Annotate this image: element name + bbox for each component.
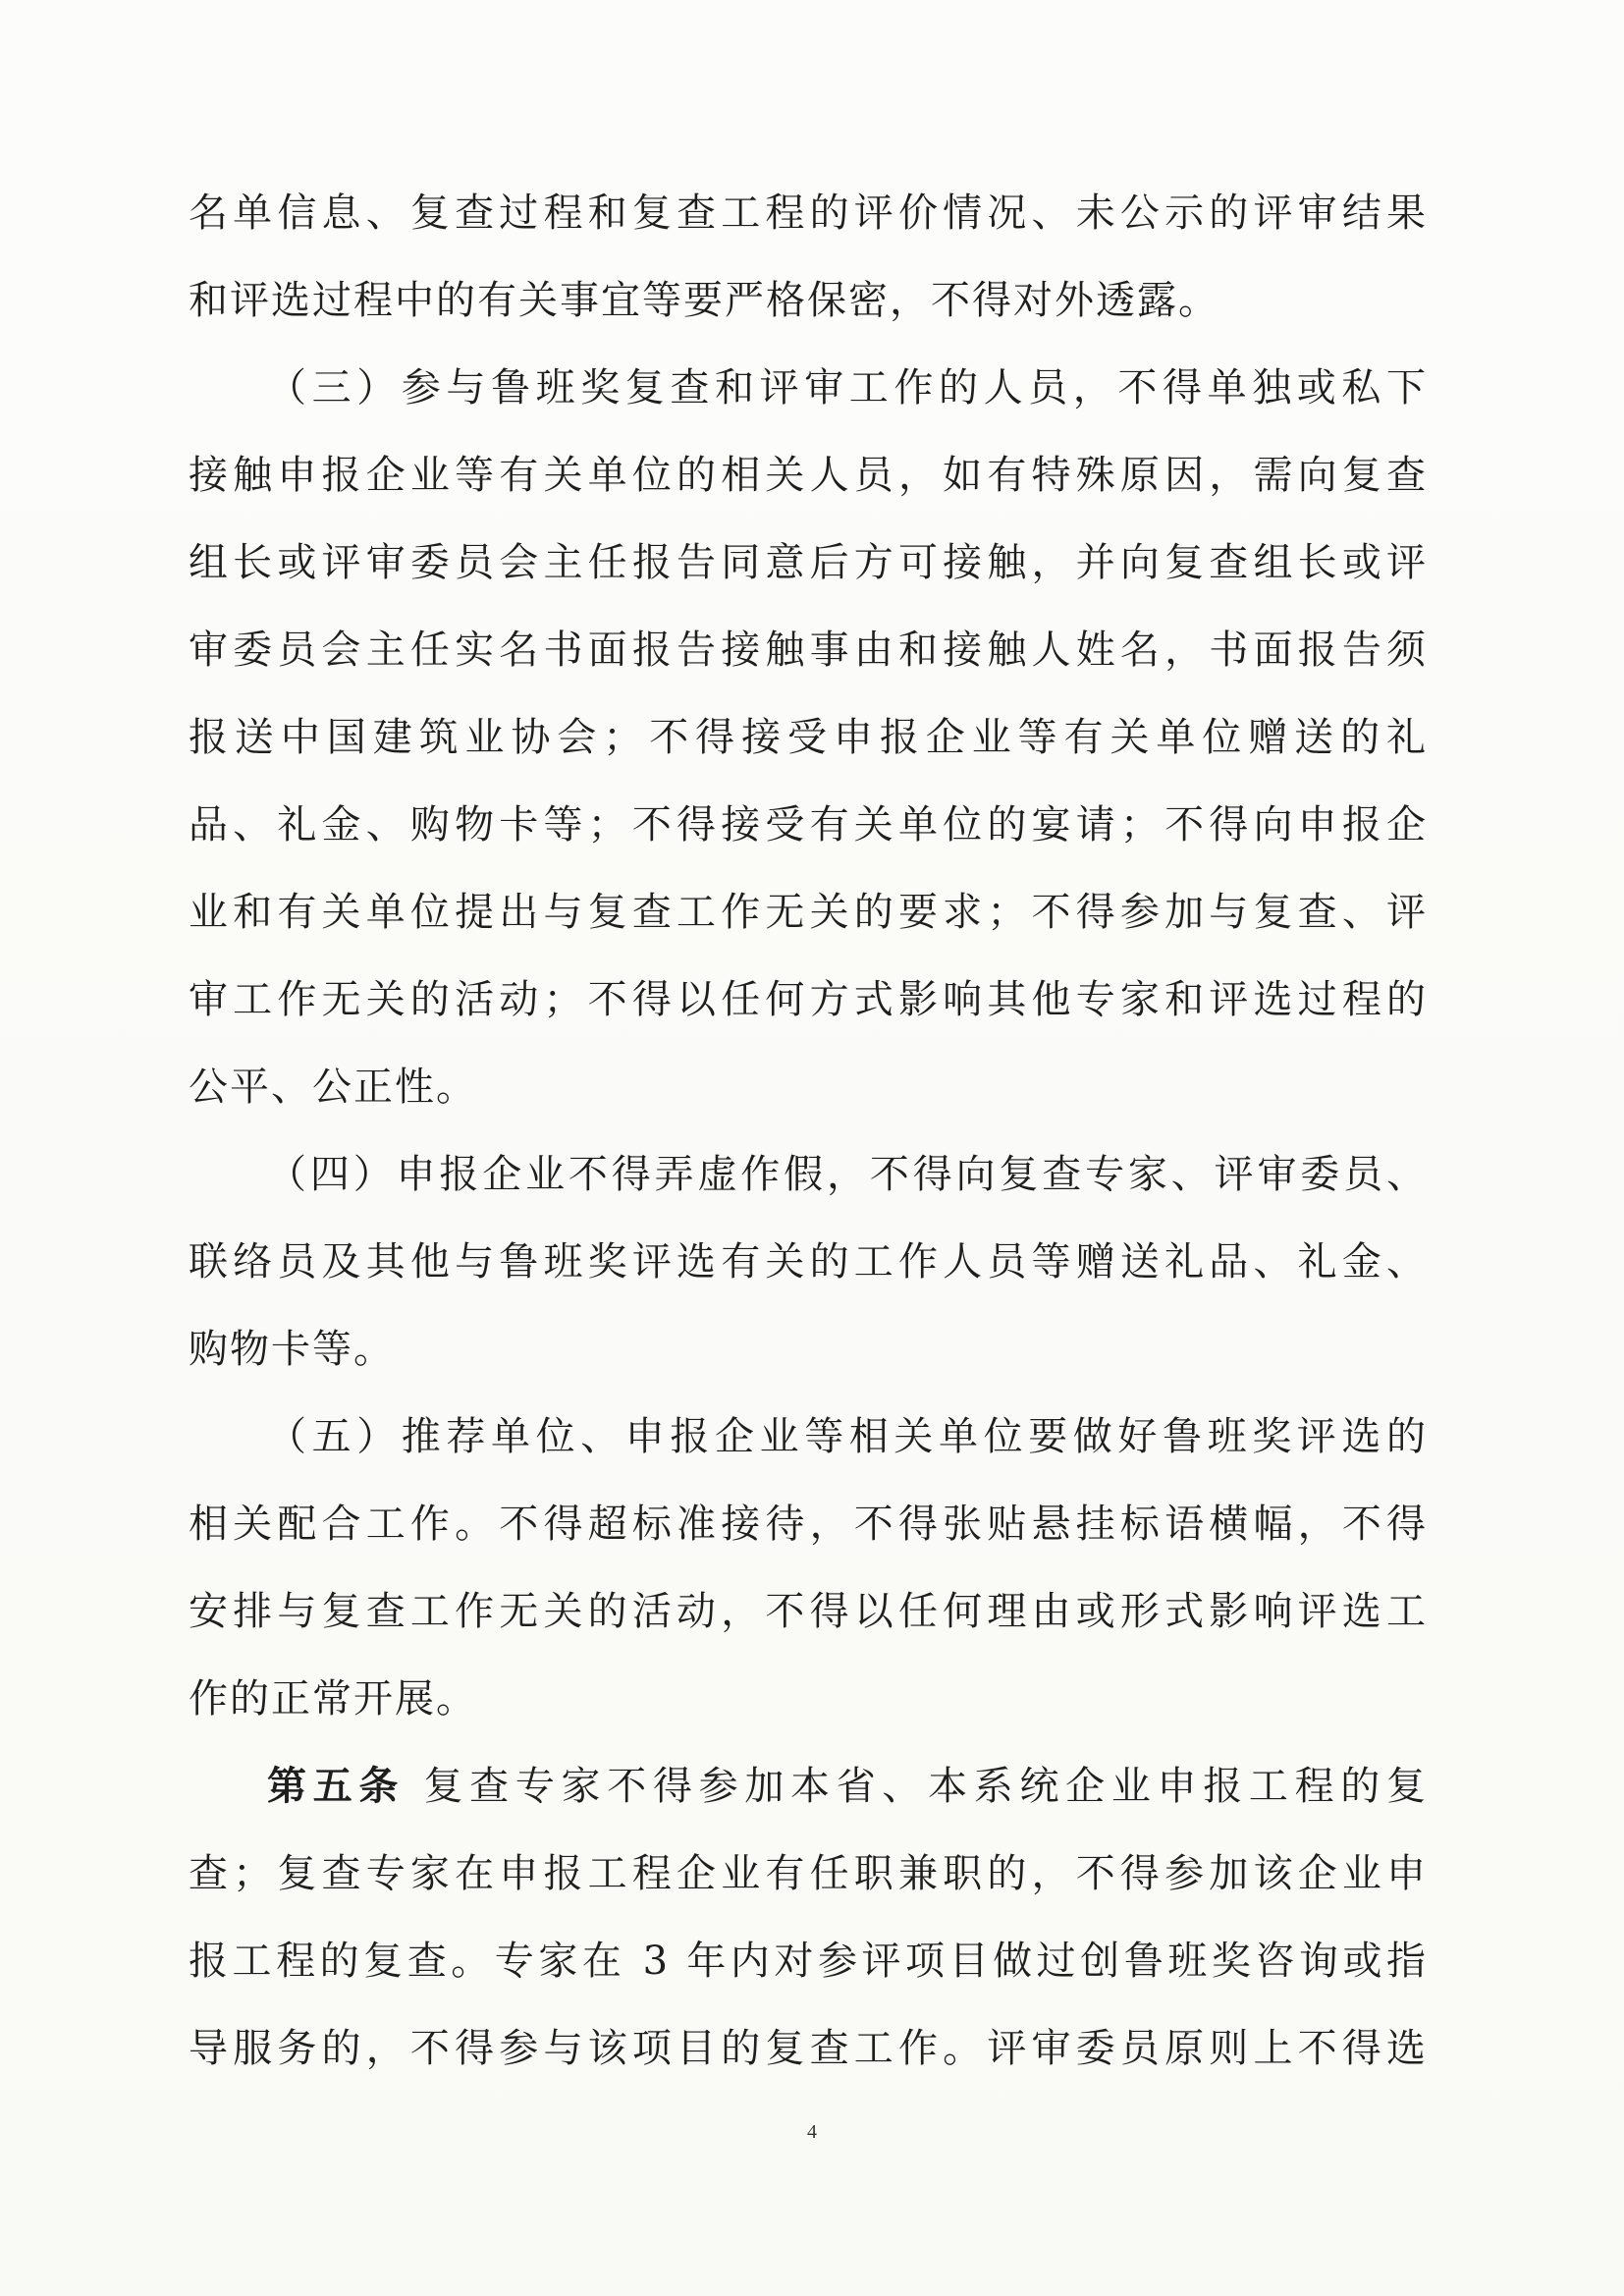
paragraph-line: 品、礼金、购物卡等；不得接受有关单位的宴请；不得向申报企 bbox=[189, 802, 1428, 847]
article-heading: 第五条 bbox=[267, 1764, 406, 1809]
paragraph-line: 和评选过程中的有关事宜等要严格保密，不得对外透露。 bbox=[189, 278, 1219, 323]
page-number: 4 bbox=[807, 2121, 817, 2143]
paragraph-line: 报送中国建筑业协会；不得接受申报企业等有关单位赠送的礼 bbox=[189, 715, 1428, 760]
paragraph-line: （三）参与鲁班奖复查和评审工作的人员，不得单独或私下 bbox=[267, 365, 1428, 410]
article-text: 复查专家不得参加本省、本系统企业申报工程的复 bbox=[423, 1764, 1428, 1809]
paragraph-line: 导服务的，不得参与该项目的复查工作。评审委员原则上不得选 bbox=[189, 2026, 1428, 2071]
paragraph-line: 查；复查专家在申报工程企业有任职兼职的，不得参加该企业申 bbox=[189, 1851, 1428, 1896]
paragraph-line: 安排与复查工作无关的活动，不得以任何理由或形式影响评选工 bbox=[189, 1589, 1428, 1634]
paragraph-line: 审工作无关的活动；不得以任何方式影响其他专家和评选过程的 bbox=[189, 977, 1428, 1022]
paragraph-line: 作的正常开展。 bbox=[189, 1676, 477, 1722]
paragraph-line: 接触申报企业等有关单位的相关人员，如有特殊原因，需向复查 bbox=[189, 453, 1428, 498]
paragraph-line: 业和有关单位提出与复查工作无关的要求；不得参加与复查、评 bbox=[189, 890, 1428, 935]
article-line bbox=[267, 1757, 1428, 1816]
paragraph-line: 组长或评审委员会主任报告同意后方可接触，并向复查组长或评 bbox=[189, 540, 1428, 585]
paragraph-line: 审委员会主任实名书面报告接触事由和接触人姓名，书面报告须 bbox=[189, 628, 1428, 673]
paragraph-line: 联络员及其他与鲁班奖评选有关的工作人员等赠送礼品、礼金、 bbox=[189, 1239, 1428, 1285]
paragraph-line: 报工程的复查。专家在 3 年内对参评项目做过创鲁班奖咨询或指 bbox=[189, 1939, 1428, 1984]
paragraph-line: 名单信息、复查过程和复查工程的评价情况、未公示的评审结果 bbox=[189, 191, 1428, 236]
paragraph-line: （四）申报企业不得弄虚作假，不得向复查专家、评审委员、 bbox=[267, 1152, 1428, 1197]
paragraph-line: 购物卡等。 bbox=[189, 1327, 395, 1372]
paragraph-line: 相关配合工作。不得超标准接待，不得张贴悬挂标语横幅，不得 bbox=[189, 1502, 1428, 1547]
paragraph-line: （五）推荐单位、申报企业等相关单位要做好鲁班奖评选的 bbox=[267, 1414, 1428, 1459]
paragraph-line: 公平、公正性。 bbox=[189, 1065, 477, 1110]
